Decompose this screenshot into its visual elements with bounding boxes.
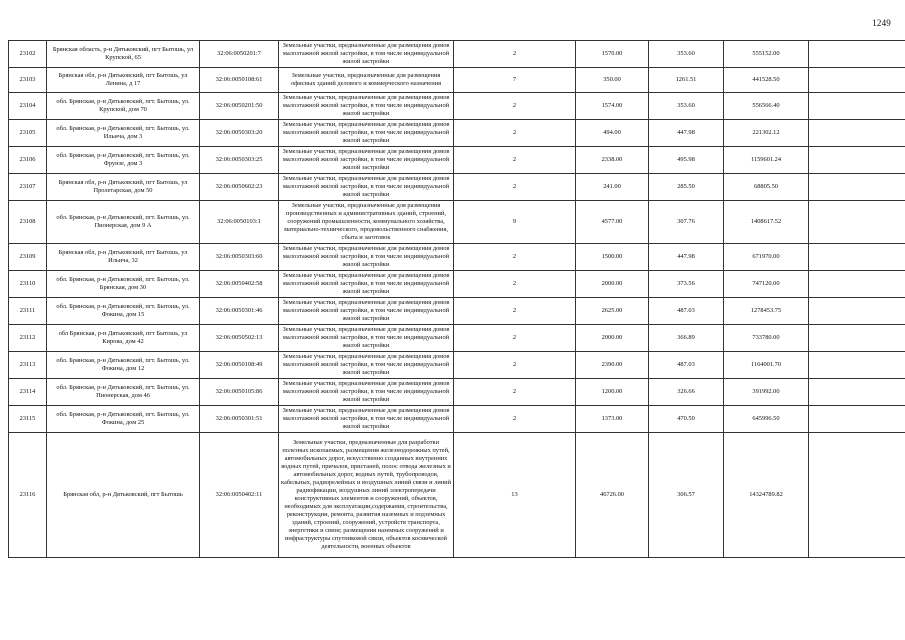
cadastral-number-cell: 32:06:0050103:1 — [200, 201, 279, 244]
address-cell: обл. Брянская, р-н Дятьковский, пгт. Бытошь, ул. Ильича, дом 3 — [47, 120, 200, 147]
land-use-group-cell: 2 — [454, 298, 576, 325]
specific-value-cell: 326.66 — [649, 379, 724, 406]
area-cell: 241.00 — [576, 174, 649, 201]
area-cell: 46726.00 — [576, 433, 649, 558]
address-cell: обл. Брянская, р-н Дятьковский, пгт. Бытошь, ул. Пионерская, дом 46 — [47, 379, 200, 406]
table-row — [9, 271, 905, 298]
empty-cell — [809, 41, 905, 68]
land-use-group-cell: 2 — [454, 379, 576, 406]
specific-value-cell: 373.56 — [649, 271, 724, 298]
land-use-description-cell: Земельные участки, предназначенные для размещения домов малоэтажной жилой застройки, в том числе индивидуальной жилой застройки — [279, 406, 454, 433]
cadastral-value-cell: 1164001.70 — [724, 352, 809, 379]
land-use-description-cell: Земельные участки, предназначенные для размещения домов малоэтажной жилой застройки, в том числе индивидуальной жилой застройки — [279, 379, 454, 406]
specific-value-cell: 306.57 — [649, 433, 724, 558]
land-use-group-cell: 2 — [454, 271, 576, 298]
land-use-description-cell: Земельные участки, предназначенные для разработки полезных ископаемых, размещения железнодорожных путей, автомобильных дорог, искусственно созданных внутренних водных путей, причалов, пристаней, полос отвода железных и автомобильных дорог, водных путей, трубопроводов, кабельных, радиорелейных и воздушных линий связи и линий радиофикации, воздушных линий электропередачи конструктивных элементов и сооружений, объектов, необходимых для эксплуатации,содержания, строительства, реконструкции, ремонта, развития наземных и подземных зданий, строений, сооружений, устройств транспорта, энергетики и связи; размещения наземных сооружений и инфраструктуры спутниковой связи, объектов космической деятельности, военных объектов — [279, 433, 454, 558]
area-cell: 4577.00 — [576, 201, 649, 244]
page-number: 1249 — [872, 18, 891, 28]
address-cell: Брянская обл, р-н Дятьковский, пгт Бытошь, ул Пролетарская, дом 50 — [47, 174, 200, 201]
row-number-cell: 23109 — [9, 244, 47, 271]
cadastral-value-cell: 68805.50 — [724, 174, 809, 201]
specific-value-cell: 447.98 — [649, 244, 724, 271]
specific-value-cell: 353.60 — [649, 93, 724, 120]
land-plot-registry-table — [8, 40, 905, 558]
land-use-group-cell: 2 — [454, 41, 576, 68]
land-use-group-cell: 2 — [454, 325, 576, 352]
address-cell: Брянская обл, р-н Дятьковский, пгт Бытошь, ул Ленина, д 17 — [47, 68, 200, 93]
cadastral-value-cell: 1159601.24 — [724, 147, 809, 174]
land-use-group-cell: 2 — [454, 147, 576, 174]
row-number-cell: 23106 — [9, 147, 47, 174]
cadastral-value-cell: 221302.12 — [724, 120, 809, 147]
table-row — [9, 41, 905, 68]
cadastral-number-cell: 32:06:0050602:23 — [200, 174, 279, 201]
cadastral-value-cell: 1278453.75 — [724, 298, 809, 325]
address-cell: Брянская обл, р-н Дятьковский, пгт Бытошь, ул Ильича, 32 — [47, 244, 200, 271]
table-row — [9, 298, 905, 325]
row-number-cell: 23115 — [9, 406, 47, 433]
specific-value-cell: 487.03 — [649, 352, 724, 379]
address-cell: обл. Брянская, р-н Дятьковский, пгт. Бытошь, ул. Фокина, дом 15 — [47, 298, 200, 325]
empty-cell — [809, 174, 905, 201]
specific-value-cell: 285.50 — [649, 174, 724, 201]
land-use-description-cell: Земельные участки, предназначенные для размещения домов малоэтажной жилой застройки, в том числе индивидуальной жилой застройки — [279, 120, 454, 147]
table-row — [9, 120, 905, 147]
land-use-description-cell: Земельные участки, предназначенные для размещения домов малоэтажной жилой застройки, в том числе индивидуальной жилой застройки — [279, 352, 454, 379]
address-cell: Брянская область, р-н Дятьковский, пгт Бытошь, ул Крупской, 65 — [47, 41, 200, 68]
cadastral-value-cell: 733780.00 — [724, 325, 809, 352]
row-number-cell: 23105 — [9, 120, 47, 147]
cadastral-number-cell: 32:06:0050402:58 — [200, 271, 279, 298]
row-number-cell: 23102 — [9, 41, 47, 68]
area-cell: 350.00 — [576, 68, 649, 93]
specific-value-cell: 470.50 — [649, 406, 724, 433]
row-number-cell: 23113 — [9, 352, 47, 379]
land-use-group-cell: 9 — [454, 201, 576, 244]
cadastral-value-cell: 14324789.82 — [724, 433, 809, 558]
address-cell: Брянская обл, р-н Дятьковский, пгт Бытошь — [47, 433, 200, 558]
land-use-group-cell: 2 — [454, 352, 576, 379]
cadastral-number-cell: 32:06:0050303:60 — [200, 244, 279, 271]
address-cell: обл. Брянская, р-н Дятьковский, пгт. Бытошь, ул. Фокина, дом 25 — [47, 406, 200, 433]
table-row — [9, 147, 905, 174]
row-number-cell: 23107 — [9, 174, 47, 201]
table-body — [9, 41, 905, 558]
row-number-cell: 23103 — [9, 68, 47, 93]
land-use-group-cell: 2 — [454, 406, 576, 433]
empty-cell — [809, 406, 905, 433]
specific-value-cell: 1261.51 — [649, 68, 724, 93]
address-cell: обл. Брянская, р-н Дятьковский, пгт. Бытошь, ул. Пионерская, дом 9 А — [47, 201, 200, 244]
land-use-group-cell: 13 — [454, 433, 576, 558]
area-cell: 2000.00 — [576, 325, 649, 352]
empty-cell — [809, 325, 905, 352]
area-cell: 2338.00 — [576, 147, 649, 174]
specific-value-cell: 307.76 — [649, 201, 724, 244]
area-cell: 2625.00 — [576, 298, 649, 325]
specific-value-cell: 487.03 — [649, 298, 724, 325]
cadastral-number-cell: 32:06:0050303:20 — [200, 120, 279, 147]
land-use-group-cell: 2 — [454, 244, 576, 271]
area-cell: 1373.00 — [576, 406, 649, 433]
cadastral-value-cell: 645996.50 — [724, 406, 809, 433]
cadastral-number-cell: 32:06:0050301:51 — [200, 406, 279, 433]
row-number-cell: 23110 — [9, 271, 47, 298]
area-cell: 1500.00 — [576, 244, 649, 271]
cadastral-value-cell: 1408617.52 — [724, 201, 809, 244]
table-row — [9, 93, 905, 120]
table-row — [9, 68, 905, 93]
land-use-description-cell: Земельные участки, предназначенные для размещения домов малоэтажной жилой застройки, в том числе индивидуальной жилой застройки — [279, 41, 454, 68]
row-number-cell: 23108 — [9, 201, 47, 244]
land-use-description-cell: Земельные участки, предназначенные для размещения домов малоэтажной жилой застройки, в том числе индивидуальной жилой застройки — [279, 325, 454, 352]
area-cell: 1570.00 — [576, 41, 649, 68]
empty-cell — [809, 379, 905, 406]
cadastral-value-cell: 556566.40 — [724, 93, 809, 120]
row-number-cell: 23112 — [9, 325, 47, 352]
empty-cell — [809, 68, 905, 93]
land-use-description-cell: Земельные участки, предназначенные для размещения домов малоэтажной жилой застройки, в том числе индивидуальной жилой застройки — [279, 244, 454, 271]
land-use-group-cell: 2 — [454, 120, 576, 147]
cadastral-number-cell: 32:06:0050108:49 — [200, 352, 279, 379]
table-row — [9, 325, 905, 352]
empty-cell — [809, 93, 905, 120]
empty-cell — [809, 201, 905, 244]
area-cell: 1574.00 — [576, 93, 649, 120]
land-use-description-cell: Земельные участки, предназначенные для размещения домов малоэтажной жилой застройки, в том числе индивидуальной жилой застройки — [279, 174, 454, 201]
cadastral-number-cell: 32:06:0050402:11 — [200, 433, 279, 558]
specific-value-cell: 447.98 — [649, 120, 724, 147]
cadastral-value-cell: 747120.00 — [724, 271, 809, 298]
table-row — [9, 352, 905, 379]
address-cell: обл. Брянская, р-н Дятьковский, пгт. Бытошь, ул. Фрунзе, дом 3 — [47, 147, 200, 174]
address-cell: обл. Брянская, р-н Дятьковский, пгт. Бытошь, ул. Фокина, дом 12 — [47, 352, 200, 379]
land-use-description-cell: Земельные участки, предназначенные для размещения офисных зданий делового и коммерческого назначения — [279, 68, 454, 93]
land-use-description-cell: Земельные участки, предназначенные для размещения домов малоэтажной жилой застройки, в том числе индивидуальной жилой застройки — [279, 147, 454, 174]
address-cell: обл. Брянская, р-н Дятьковский, пгт. Бытошь, ул. Брянская, дом 30 — [47, 271, 200, 298]
land-use-description-cell: Земельные участки, предназначенные для размещения домов малоэтажной жилой застройки, в том числе индивидуальной жилой застройки — [279, 93, 454, 120]
table-row — [9, 406, 905, 433]
empty-cell — [809, 244, 905, 271]
table-row — [9, 174, 905, 201]
specific-value-cell: 495.98 — [649, 147, 724, 174]
address-cell: обл Брянская, р-н Дятьковский, пгт Бытошь, ул Кирова, дом 42 — [47, 325, 200, 352]
row-number-cell: 23104 — [9, 93, 47, 120]
table-row — [9, 379, 905, 406]
cadastral-number-cell: 32:06:0050201:50 — [200, 93, 279, 120]
address-cell: обл. Брянская, р-н Дятьковский, пгт. Бытошь, ул. Крупской, дом 70 — [47, 93, 200, 120]
cadastral-value-cell: 555152.00 — [724, 41, 809, 68]
empty-cell — [809, 433, 905, 558]
empty-cell — [809, 352, 905, 379]
empty-cell — [809, 271, 905, 298]
cadastral-number-cell: 32:06:0050301:46 — [200, 298, 279, 325]
land-use-group-cell: 2 — [454, 174, 576, 201]
cadastral-value-cell: 441528.50 — [724, 68, 809, 93]
empty-cell — [809, 147, 905, 174]
table-row — [9, 244, 905, 271]
area-cell: 494.00 — [576, 120, 649, 147]
cadastral-number-cell: 32:06:0050201:7 — [200, 41, 279, 68]
specific-value-cell: 366.89 — [649, 325, 724, 352]
row-number-cell: 23111 — [9, 298, 47, 325]
area-cell: 2000.00 — [576, 271, 649, 298]
cadastral-number-cell: 32:06:0050303:25 — [200, 147, 279, 174]
cadastral-number-cell: 32:06:0050105:86 — [200, 379, 279, 406]
specific-value-cell: 353.60 — [649, 41, 724, 68]
land-use-description-cell: Земельные участки, предназначенные для размещения домов малоэтажной жилой застройки, в том числе индивидуальной жилой застройки — [279, 298, 454, 325]
cadastral-value-cell: 391992.00 — [724, 379, 809, 406]
empty-cell — [809, 120, 905, 147]
land-use-description-cell: Земельные участки, предназначенные для размещения производственных и административных зданий, строений, сооружений промышленности, коммунального хозяйства, материально-технического, продовольственного снабжения, сбыта и заготовок — [279, 201, 454, 244]
empty-cell — [809, 298, 905, 325]
cadastral-number-cell: 32:06:0050108:61 — [200, 68, 279, 93]
table-row — [9, 433, 905, 558]
row-number-cell: 23116 — [9, 433, 47, 558]
table-row — [9, 201, 905, 244]
land-use-group-cell: 2 — [454, 93, 576, 120]
area-cell: 2390.00 — [576, 352, 649, 379]
land-use-group-cell: 7 — [454, 68, 576, 93]
area-cell: 1200.00 — [576, 379, 649, 406]
row-number-cell: 23114 — [9, 379, 47, 406]
cadastral-value-cell: 671970.00 — [724, 244, 809, 271]
cadastral-number-cell: 32:06:0050502:13 — [200, 325, 279, 352]
land-use-description-cell: Земельные участки, предназначенные для размещения домов малоэтажной жилой застройки, в том числе индивидуальной жилой застройки — [279, 271, 454, 298]
